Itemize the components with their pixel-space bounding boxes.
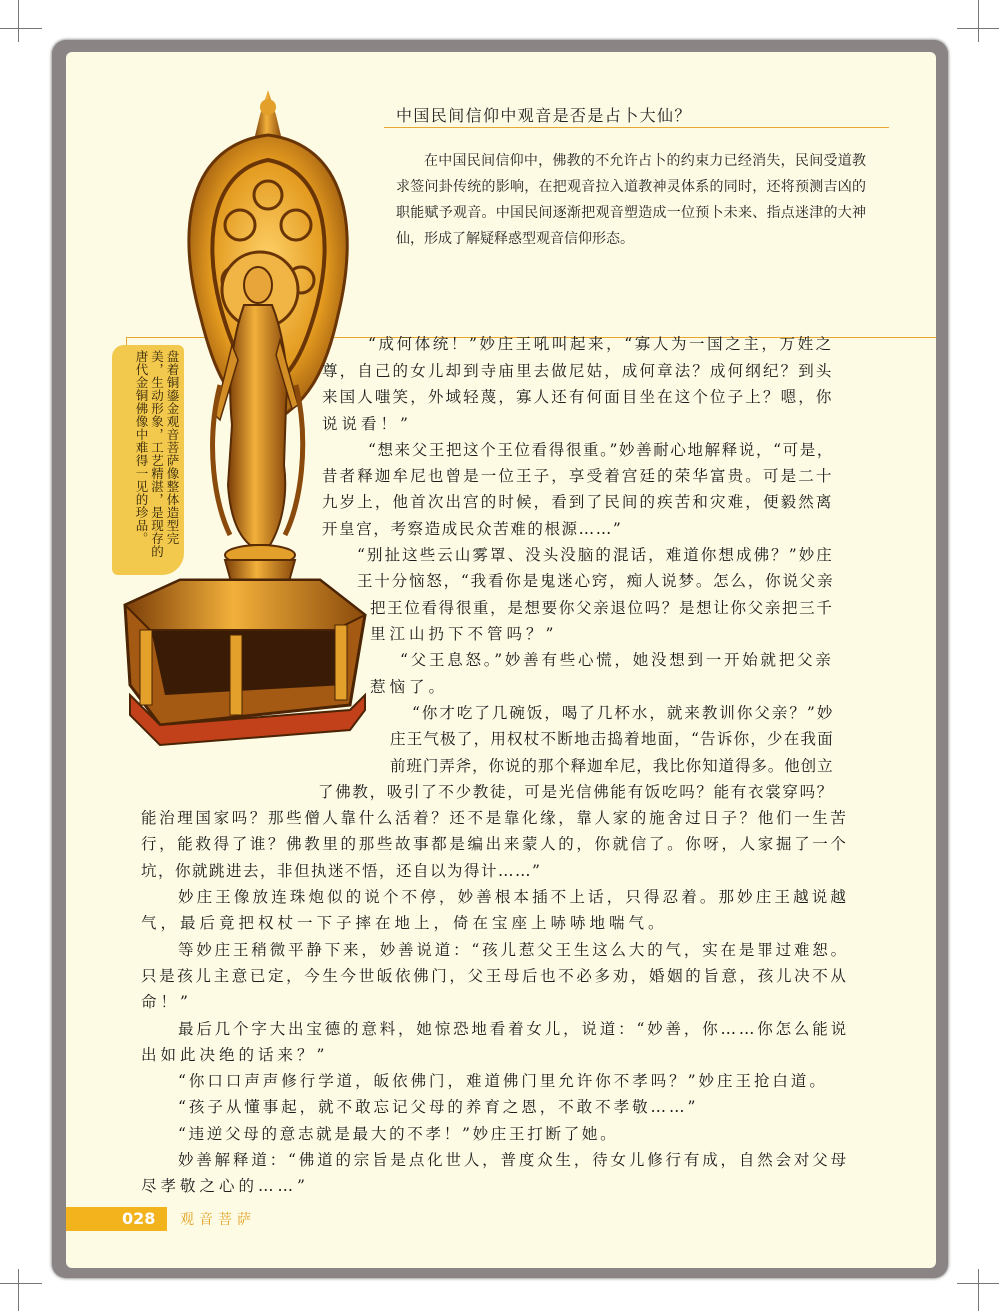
body-line: 说说看！” (322, 415, 412, 433)
body-line: 了佛教，吸引了不少教徒，可是光信佛能有饭吃吗？能有衣裳穿吗？ (318, 783, 835, 801)
page-number: 028 (122, 1209, 156, 1228)
body-line: 等妙庄王稍微平静下来，妙善说道：“孩儿惹父王生这么大的气，实在是罪过难恕。 (178, 941, 849, 959)
body-line: “成何体统！”妙庄王吼叫起来，“寡人为一国之主，万姓之 (368, 335, 834, 353)
crop-mark (957, 28, 999, 29)
crop-mark (0, 28, 42, 29)
body-line: 能治理国家吗？那些僧人靠什么活着？还不是靠化缘，靠人家的施舍过日子？他们一生苦 (141, 809, 849, 827)
crop-mark (957, 1283, 999, 1284)
crop-mark (978, 1269, 979, 1311)
body-line: 惹恼了。 (370, 678, 449, 696)
body-line: 妙庄王像放连珠炮似的说个不停，妙善根本插不上话，只得忍着。那妙庄王越说越 (178, 888, 850, 906)
crop-mark (978, 0, 979, 42)
body-line: 妙善解释道：“佛道的宗旨是点化世人，普度众生，待女儿修行有成，自然会对父母 (178, 1151, 849, 1169)
image-caption: 盘着铜鎏金观音菩萨像整体造型完美，生动形象，工艺精湛，是现存的唐代金铜佛像中难得一见的珍品。 (134, 350, 180, 558)
intro-block (396, 148, 866, 252)
intro-paragraph: 在中国民间信仰中，佛教的不允许占卜的约束力已经消失，民间受道教求签问卦传统的影响，在把观音拉入道教神灵体系的同时，还将预测吉凶的职能赋予观音。中国民间逐渐把观音塑造成一位预卜未来、指点迷津的大神仙，形成了解疑释惑型观音信仰形态。 (396, 153, 866, 247)
body-line: 命！” (141, 993, 192, 1011)
body-line: 气，最后竟把权杖一下子摔在地上，倚在宝座上哧哧地喘气。 (141, 914, 668, 932)
body-line: 尊，自己的女儿却到寺庙里去做尼姑，成何章法？成何纲纪？到头 (322, 362, 834, 380)
body-line: 把王位看得很重，是想要你父亲退位吗？是想让你父亲把三千 (370, 599, 834, 617)
question-title: 中国民间信仰中观音是否是占卜大仙？ (396, 106, 692, 125)
body-line: 坑，你就跳进去，非但执迷不悟，还自以为得计……” (141, 862, 542, 880)
body-line: 庄王气极了，用权杖不断地击捣着地面，“告诉你，少在我面 (390, 730, 834, 748)
body-line: “你口口声声修行学道，皈依佛门，难道佛门里允许你不孝吗？”妙庄王抢白道。 (178, 1072, 828, 1090)
body-line: 最后几个字大出宝德的意料，她惊恐地看着女儿，说道：“妙善，你……你怎么能说 (178, 1020, 849, 1038)
body-line: “你才吃了几碗饭，喝了几杯水，就来教训你父亲？”妙 (412, 704, 835, 722)
book-title: 观音菩萨 (180, 1212, 256, 1228)
crop-mark (0, 1283, 42, 1284)
body-line: 出如此决绝的话来？” (141, 1046, 329, 1064)
body-line: “违逆父母的意志就是最大的不孝！”妙庄王打断了她。 (178, 1125, 619, 1143)
crop-mark (18, 0, 19, 42)
crop-mark (18, 1269, 19, 1311)
body-line: “父王息怒。”妙善有些心慌，她没想到一开始就把父亲 (400, 651, 834, 669)
body-line: “孩子从懂事起，就不敢忘记父母的养育之恩，不敢不孝敬……” (178, 1098, 699, 1116)
body-line: 九岁上，他首次出宫的时候，看到了民间的疾苦和灾难，便毅然离 (322, 493, 834, 511)
body-line: 只是孩儿主意已定，今生今世皈依佛门，父王母后也不必多劝，婚姻的旨意，孩儿决不从 (141, 967, 849, 985)
body-line: 来国人嗤笑，外域轻蔑，寡人还有何面目坐在这个位子上？嗯，你 (322, 388, 834, 406)
body-line: 王十分恼怒，“我看你是鬼迷心窍，痴人说梦。怎么，你说父亲 (357, 572, 835, 590)
body-line: 开皇宫，考察造成民众苦难的根源……” (322, 520, 623, 538)
body-line: 昔者释迦牟尼也曾是一位王子，享受着宫廷的荣华富贵。可是二十 (322, 467, 834, 485)
body-line: “别扯这些云山雾罩、没头没脑的混话，难道你想成佛？”妙庄 (357, 546, 834, 564)
body-line: 尽孝敬之心的……” (141, 1177, 309, 1195)
title-rule (384, 127, 889, 128)
body-line: 前班门弄斧，你说的那个释迦牟尼，我比你知道得多。他创立 (390, 757, 834, 775)
body-line: 里江山扔下不管吗？” (370, 625, 558, 643)
body-line: 行，能救得了谁？佛教里的那些故事都是编出来蒙人的，你就信了。你呀，人家掘了一个 (141, 835, 849, 853)
body-line: “想来父王把这个王位看得很重。”妙善耐心地解释说，“可是， (368, 441, 835, 459)
